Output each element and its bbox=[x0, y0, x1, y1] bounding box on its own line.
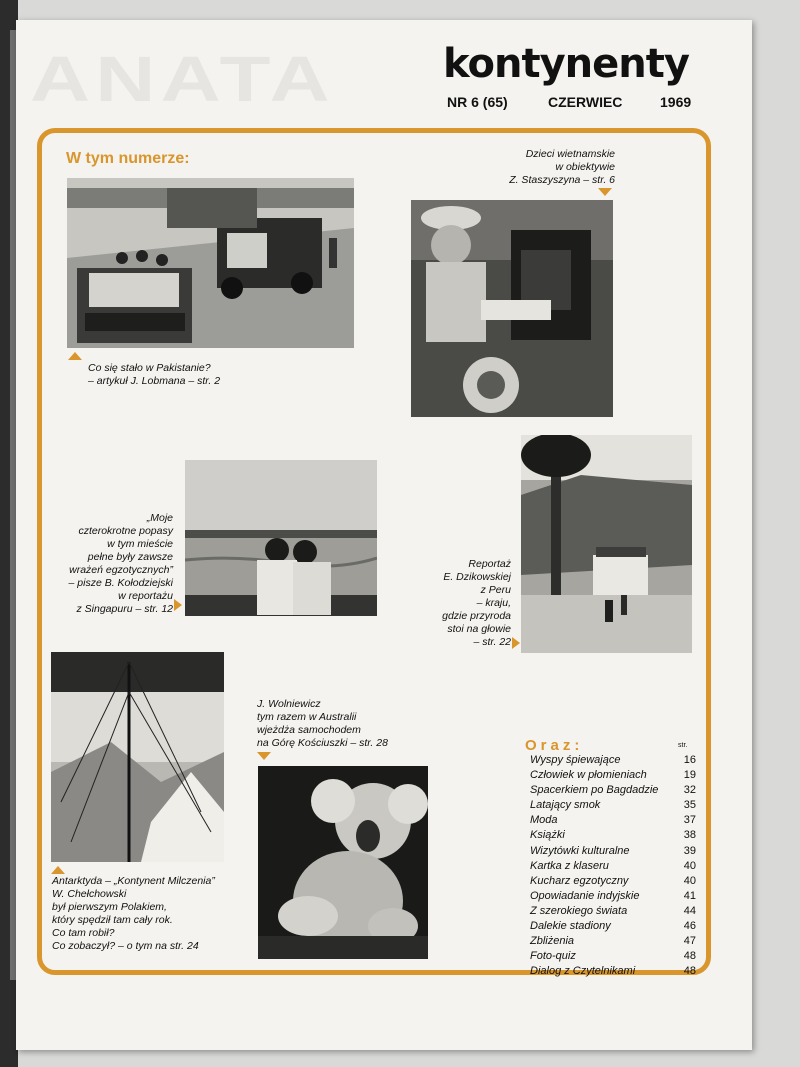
item-page: 19 bbox=[683, 769, 696, 782]
list-item bbox=[530, 950, 700, 965]
item-title: Dalekie stadiony bbox=[530, 920, 611, 933]
item-page: 37 bbox=[683, 814, 696, 827]
item-page: 46 bbox=[683, 920, 696, 933]
item-page: 47 bbox=[683, 935, 696, 948]
list-item bbox=[530, 769, 700, 784]
antarctica-caption: Antarktyda – „Kontynent Milczenia” W. Chełchowski był pierwszym Polakiem, który spędził tam cały rok. Co tam robił? Co zobaczył? – o tym na str. 24 bbox=[52, 875, 215, 952]
list-item bbox=[530, 754, 700, 769]
item-title: Latający smok bbox=[530, 799, 601, 812]
item-title: Moda bbox=[530, 814, 558, 827]
singapore-caption: „Moje czterokrotne popasy w tym mieście pełne były zawsze wrażeń egzotycznych” – pisze B. Kołodziejski w reportażu z Singapuru – str. 12 bbox=[68, 512, 173, 615]
peru-pointer-icon bbox=[512, 637, 520, 649]
item-page: 35 bbox=[683, 799, 696, 812]
item-title: Opowiadanie indyjskie bbox=[530, 889, 640, 902]
list-item bbox=[530, 845, 700, 860]
australia-koala-photo bbox=[258, 766, 428, 959]
list-item bbox=[530, 935, 700, 950]
item-page: 40 bbox=[683, 874, 696, 887]
pakistan-photo bbox=[67, 178, 354, 348]
list-item bbox=[530, 829, 700, 844]
list-item bbox=[530, 799, 700, 814]
peru-caption: Reportaż E. Dzikowskiej z Peru – kraju, gdzie przyroda stoi na głowie – str. 22 bbox=[442, 558, 511, 648]
antarctica-photo bbox=[51, 652, 224, 862]
issue-month: CZERWIEC bbox=[548, 94, 623, 110]
list-item bbox=[530, 905, 700, 920]
oraz-list bbox=[530, 754, 700, 980]
item-page: 44 bbox=[683, 904, 696, 917]
item-page: 38 bbox=[683, 829, 696, 842]
item-title: Z szerokiego świata bbox=[530, 904, 628, 917]
list-item bbox=[530, 875, 700, 890]
show-through-text: ANATA bbox=[30, 43, 335, 115]
item-title: Kucharz egzotyczny bbox=[530, 874, 629, 887]
vietnam-pointer-icon bbox=[598, 188, 612, 196]
contents-heading: W tym numerze: bbox=[66, 150, 190, 167]
list-item bbox=[530, 920, 700, 935]
item-page: 39 bbox=[683, 844, 696, 857]
australia-pointer-icon bbox=[257, 752, 271, 760]
item-title: Zbliżenia bbox=[530, 935, 575, 948]
item-title: Książki bbox=[530, 829, 565, 842]
pakistan-pointer-icon bbox=[68, 352, 82, 360]
item-title: Spacerkiem po Bagdadzie bbox=[530, 784, 659, 797]
list-item bbox=[530, 890, 700, 905]
item-page: 32 bbox=[683, 784, 696, 797]
item-title: Kartka z klaseru bbox=[530, 859, 609, 872]
peru-photo bbox=[521, 435, 692, 653]
item-title: Foto-quiz bbox=[530, 950, 576, 963]
item-page: 40 bbox=[683, 859, 696, 872]
list-item bbox=[530, 814, 700, 829]
item-title: Dialog z Czytelnikami bbox=[530, 965, 636, 978]
list-item bbox=[530, 860, 700, 875]
list-item bbox=[530, 965, 700, 980]
page-column-label: str. bbox=[678, 742, 688, 749]
issue-year: 1969 bbox=[660, 94, 692, 110]
singapore-photo bbox=[185, 460, 377, 616]
vietnam-caption: Dzieci wietnamskie w obiektywie Z. Staszyszyna – str. 6 bbox=[509, 148, 615, 186]
item-title: Człowiek w płomieniach bbox=[530, 769, 647, 782]
item-page: 48 bbox=[683, 950, 696, 963]
item-page: 41 bbox=[683, 889, 696, 902]
item-page: 16 bbox=[683, 754, 696, 766]
singapore-pointer-icon bbox=[174, 599, 182, 611]
list-item bbox=[530, 784, 700, 799]
item-title: Wizytówki kulturalne bbox=[530, 844, 630, 857]
australia-caption: J. Wolniewicz tym razem w Australii wjeżdża samochodem na Górę Kościuszki – str. 28 bbox=[257, 698, 388, 749]
vietnam-photo bbox=[411, 200, 613, 417]
item-page: 48 bbox=[683, 965, 696, 978]
oraz-heading: Oraz: bbox=[525, 737, 584, 754]
magazine-logo: kontynenty bbox=[443, 41, 689, 87]
antarctica-pointer-icon bbox=[51, 866, 65, 874]
pakistan-caption: Co się stało w Pakistanie? – artykuł J. Lobmana – str. 2 bbox=[88, 362, 221, 387]
issue-number: NR 6 (65) bbox=[447, 94, 508, 110]
item-title: Wyspy śpiewające bbox=[530, 754, 621, 766]
